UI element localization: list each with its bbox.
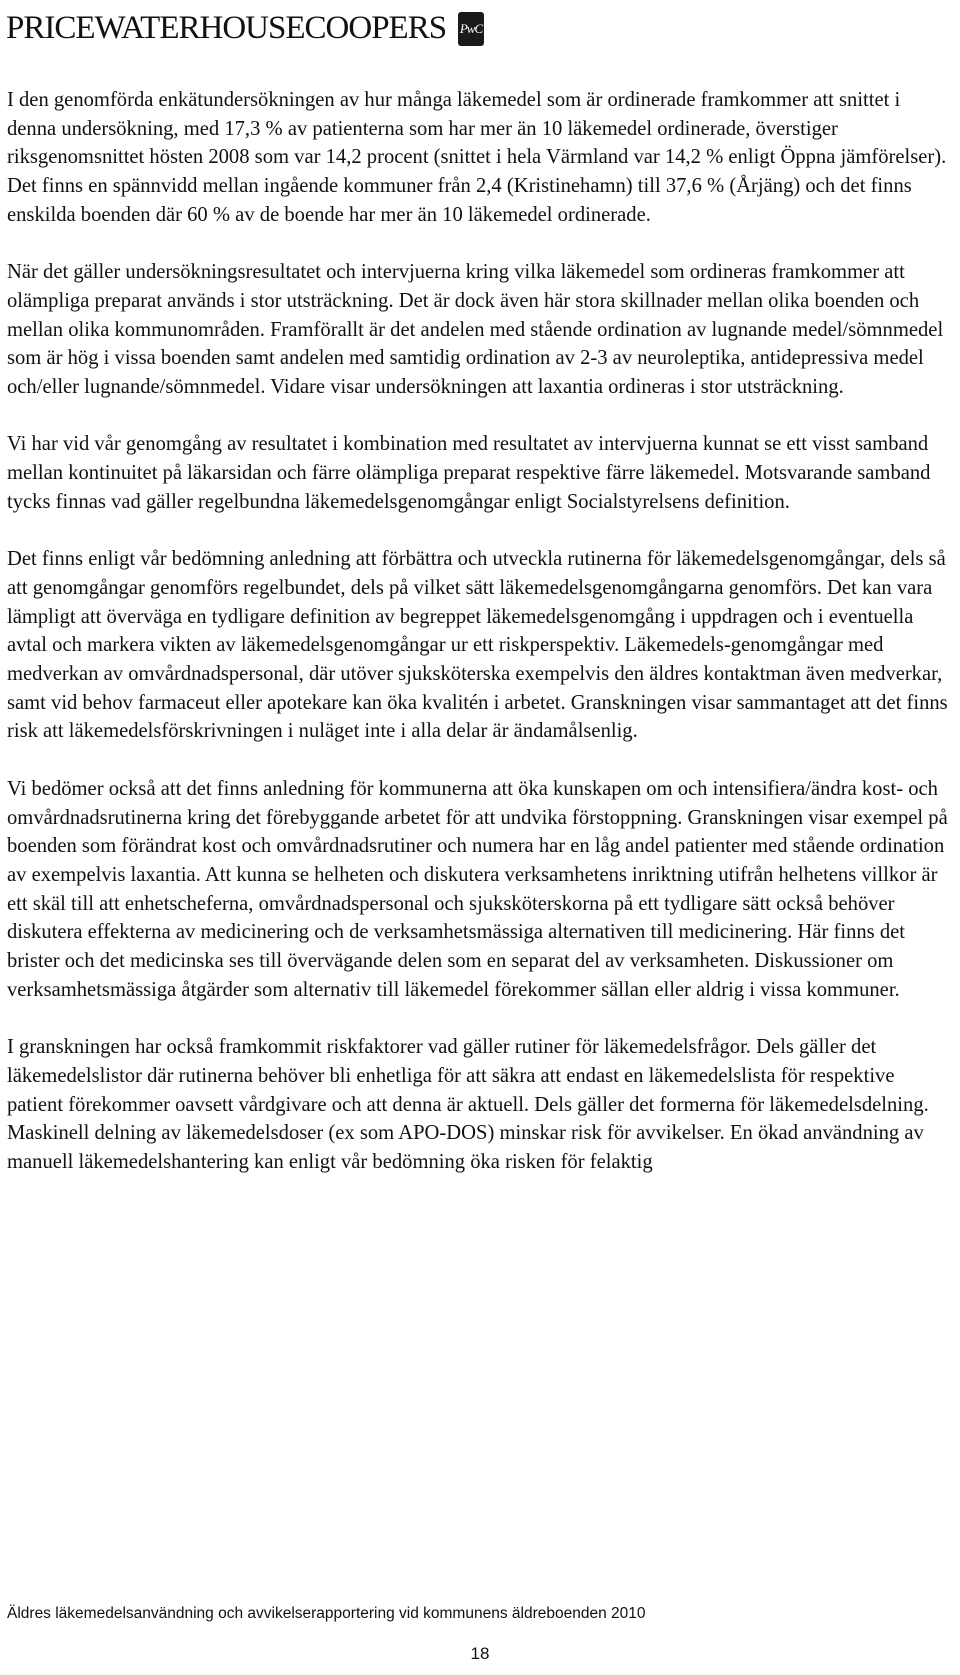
paragraph: Vi bedömer också att det finns anledning för kommunerna att öka kunskapen om och intensifiera/ändra kost- och omvårdnadsrutinerna kring det förebyggande arbetet för att undvika förstoppning. Granskningen visar exempel på boenden som förändrat kost och omvårdnadsrutiner och numera har en låg andel patienter med stående ordination av exempelvis laxantia. Att kunna se helheten och diskutera verksamhetens inriktning utifrån helhetens villkor är ett skäl till att enhetscheferna, omvårdnadspersonal och sjuksköterskorna på ett tydligare sätt också behöver diskutera effekterna av medicinering och de verksamhetsmässiga alternativen till medicinering. Här finns det brister och det medicinska ses till övervägande delen som en separat del av verksamheten. Diskussioner om verksamhetsmässiga åtgärder som alternativ till läkemedel förekommer sällan eller aldrig i vissa kommuner. <box>7 777 948 1001</box>
logo-emblem-icon <box>458 12 484 46</box>
page-header <box>6 6 956 60</box>
paragraph: I den genomförda enkätundersökningen av hur många läkemedel som är ordinerade framkommer att snittet i denna undersökning, med 17,3 % av patienterna som har mer än 10 läkemedel ordinerade, överstiger riksgenomsnittet hösten 2008 som var 14,2 procent (snittet i hela Värmland var 14,2 % enligt Öppna jämförelser). Det finns en spännvidd mellan ingående kommuner från 2,4 (Kristinehamn) till 37,6 % (Årjäng) och det finns enskilda boenden där 60 % av de boende har mer än 10 läkemedel ordinerade. <box>7 89 947 226</box>
emblem-text: PwC <box>459 21 483 36</box>
paragraph: Det finns enligt vår bedömning anledning att förbättra och utveckla rutinerna för läkemedelsgenomgångar, dels så att genomgångar genomförs regelbundet, dels på vilket sätt läkemedelsgenomgångarna genomförs. Det kan vara lämpligt att överväga en tydligare definition av begreppet läkemedelsgenomgång i uppdragen och i eventuella avtal och markera vikten av läkemedelsgenomgångar ur ett riskperspektiv. Läkemedels-genomgångar med medverkan av omvårdnadspersonal, där utöver sjuksköterska exempelvis den äldres kontaktman även medverkar, samt vid behov farmaceut eller apotekare kan öka kvalitén i arbetet. Granskningen visar sammantaget att det finns risk att läkemedelsförskrivningen i nuläget inte i alla delar är ändamålsenlig. <box>7 548 948 743</box>
page-number: 18 <box>470 1644 490 1663</box>
paragraph: I granskningen har också framkommit riskfaktorer vad gäller rutiner för läkemedelsfrågor. Dels gäller det läkemedelslistor där rutinerna behöver bli enhetliga för att säkra att endast en läkemedelslista för respektive patient förekommer oavsett vårdgivare och att denna är aktuell. Dels gäller det formerna för läkemedelsdelning. Maskinell delning av läkemedelsdoser (ex som APO-DOS) minskar risk för avvikelser. En ökad användning av manuell läkemedelshantering kan enligt vår bedömning öka risken för felaktig <box>7 1036 929 1173</box>
paragraph: När det gäller undersökningsresultatet och intervjuerna kring vilka läkemedel som ordineras framkommer att olämpliga preparat används i stor utsträckning. Det är dock även här stora skillnader mellan olika boenden och mellan olika kommunområden. Framförallt är det andelen med stående ordination av lugnande medel/sömnmedel som är hög i vissa boenden samt andelen med samtidig ordination av 2-3 av neuroleptika, antidepressiva medel och/eller lugnande/sömnmedel. Vidare visar undersökningen att laxantia ordineras i stor utsträckning. <box>7 261 944 399</box>
body-text <box>7 86 952 1177</box>
footer-report-title: Äldres läkemedelsanvändning och avvikelserapportering vid kommunens äldreboenden 2010 <box>7 1605 646 1622</box>
logo-wordmark: PRICEWATERHOUSECOOPERS <box>6 10 447 46</box>
company-logo <box>6 6 446 50</box>
paragraph: Vi har vid vår genomgång av resultatet i kombination med resultatet av intervjuerna kunnat se ett visst samband mellan kontinuitet på läkarsidan och färre olämpliga preparat respektive färre läkemedel. Motsvarande samband tycks finnas vad gäller regelbundna läkemedelsgenomgångar enligt Socialstyrelsens definition. <box>7 433 931 513</box>
